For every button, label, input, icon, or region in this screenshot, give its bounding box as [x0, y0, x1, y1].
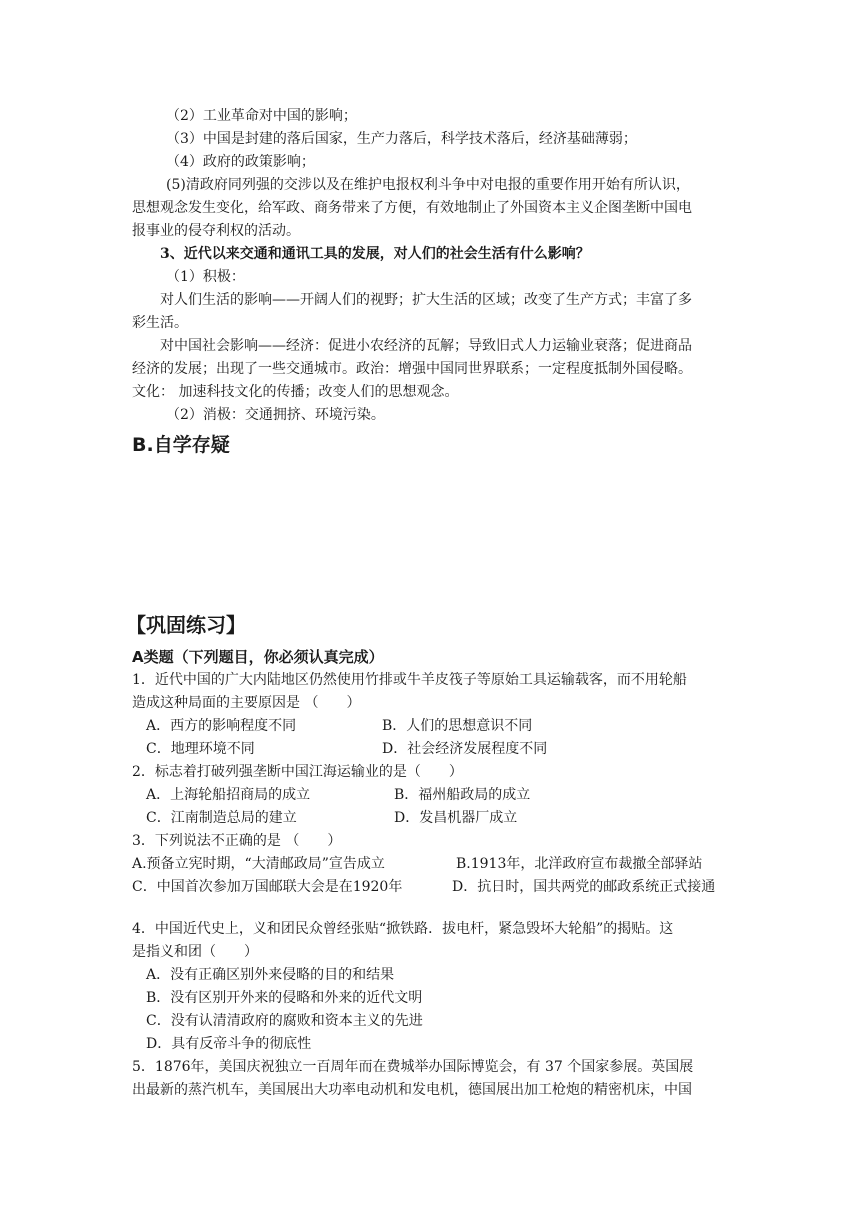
question-3-heading: 3、近代以来交通和通讯工具的发展，对人们的社会生活有什么影响？ [160, 246, 590, 262]
heading-practice: 【巩固练习】 [126, 613, 246, 637]
society-impact-line1: 对中国社会影响——经济：促进小农经济的瓦解；导致旧式人力运输业衰落；促进商品 [160, 338, 692, 354]
q2-option-a: A．上海轮船招商局的成立 [146, 787, 311, 803]
q1-stem-line2: 造成这种局面的主要原因是 （ ） [132, 695, 361, 711]
q4-option-b: B．没有区别开外来的侵略和外来的近代文明 [146, 990, 423, 1006]
heading-self-study: B.自学存疑 [132, 434, 230, 456]
answer-item-4: （4）政府的政策影响； [166, 154, 315, 170]
q3-option-b: B.1913年，北洋政府宣布裁撤全部驿站 [456, 856, 703, 872]
answer-item-2: （2）工业革命对中国的影响； [166, 108, 357, 124]
answer-item-3: （3）中国是封建的落后国家，生产力落后，科学技术落后，经济基础薄弱； [166, 131, 637, 147]
category-a-heading: A类题（下列题目，你必须认真完成） [132, 648, 384, 666]
q2-option-b: B．福州船政局的成立 [394, 787, 531, 803]
negative-impact: （2）消极：交通拥挤、环境污染。 [166, 407, 385, 423]
q2-option-c: C．江南制造总局的建立 [146, 810, 297, 826]
q5-stem-line2: 出最新的蒸汽机车，美国展出大功率电动机和发电机，德国展出加工枪炮的精密机床，中国 [132, 1082, 692, 1098]
q3-option-d: D．抗日时，国共两党的邮政系统正式接通 [452, 879, 716, 895]
q5-stem-line1: 5．1876年，美国庆祝独立一百周年而在费城举办国际博览会，有 37 个国家参展。英国展 [132, 1059, 694, 1075]
society-impact-line3: 文化： 加速科技文化的传播；改变人们的思想观念。 [132, 384, 459, 400]
q4-option-d: D．具有反帝斗争的彻底性 [146, 1036, 312, 1052]
q2-stem: 2．标志着打破列强垄断中国江海运输业的是（ ） [132, 764, 463, 780]
q4-stem-line1: 4．中国近代史上，义和团民众曾经张贴“掀铁路．拔电杆，紧急毁坏大轮船”的揭贴。这 [132, 921, 674, 937]
answer-item-5-line3: 报事业的侵夺利权的活动。 [132, 223, 300, 239]
life-impact-line1: 对人们生活的影响——开阔人们的视野；扩大生活的区域；改变了生产方式；丰富了多 [160, 292, 692, 308]
life-impact-line2: 彩生活。 [132, 315, 188, 331]
q1-option-b: B．人们的思想意识不同 [382, 718, 533, 734]
answer-item-5-line1: (5)清政府同列强的交涉以及在维护电报权利斗争中对电报的重要作用开始有所认识， [166, 177, 690, 193]
q3-stem: 3．下列说法不正确的是 （ ） [132, 833, 342, 849]
q4-option-a: A．没有正确区别外来侵略的目的和结果 [146, 967, 395, 983]
answer-item-5-line2: 思想观念发生变化，给军政、商务带来了方便，有效地制止了外国资本主义企图垄断中国电 [132, 200, 692, 216]
q4-stem-line2: 是指义和团（ ） [132, 944, 258, 960]
q1-option-c: C．地理环境不同 [146, 741, 255, 757]
q1-option-a: A．西方的影响程度不同 [146, 718, 297, 734]
q1-option-d: D．社会经济发展程度不同 [382, 741, 548, 757]
q3-option-c: C．中国首次参加万国邮联大会是在1920年 [132, 879, 403, 895]
q3-option-a: A.预备立宪时期，“大清邮政局”宣告成立 [132, 856, 385, 872]
q2-option-d: D．发昌机器厂成立 [394, 810, 518, 826]
positive-label: （1）积极： [166, 269, 245, 285]
q1-stem-line1: 1．近代中国的广大内陆地区仍然使用竹排或牛羊皮筏子等原始工具运输载客，而不用轮船 [132, 672, 687, 688]
q4-option-c: C．没有认清清政府的腐败和资本主义的先进 [146, 1013, 423, 1029]
society-impact-line2: 经济的发展；出现了一些交通城市。政治：增强中国同世界联系；一定程度抵制外国侵略。 [132, 361, 692, 377]
